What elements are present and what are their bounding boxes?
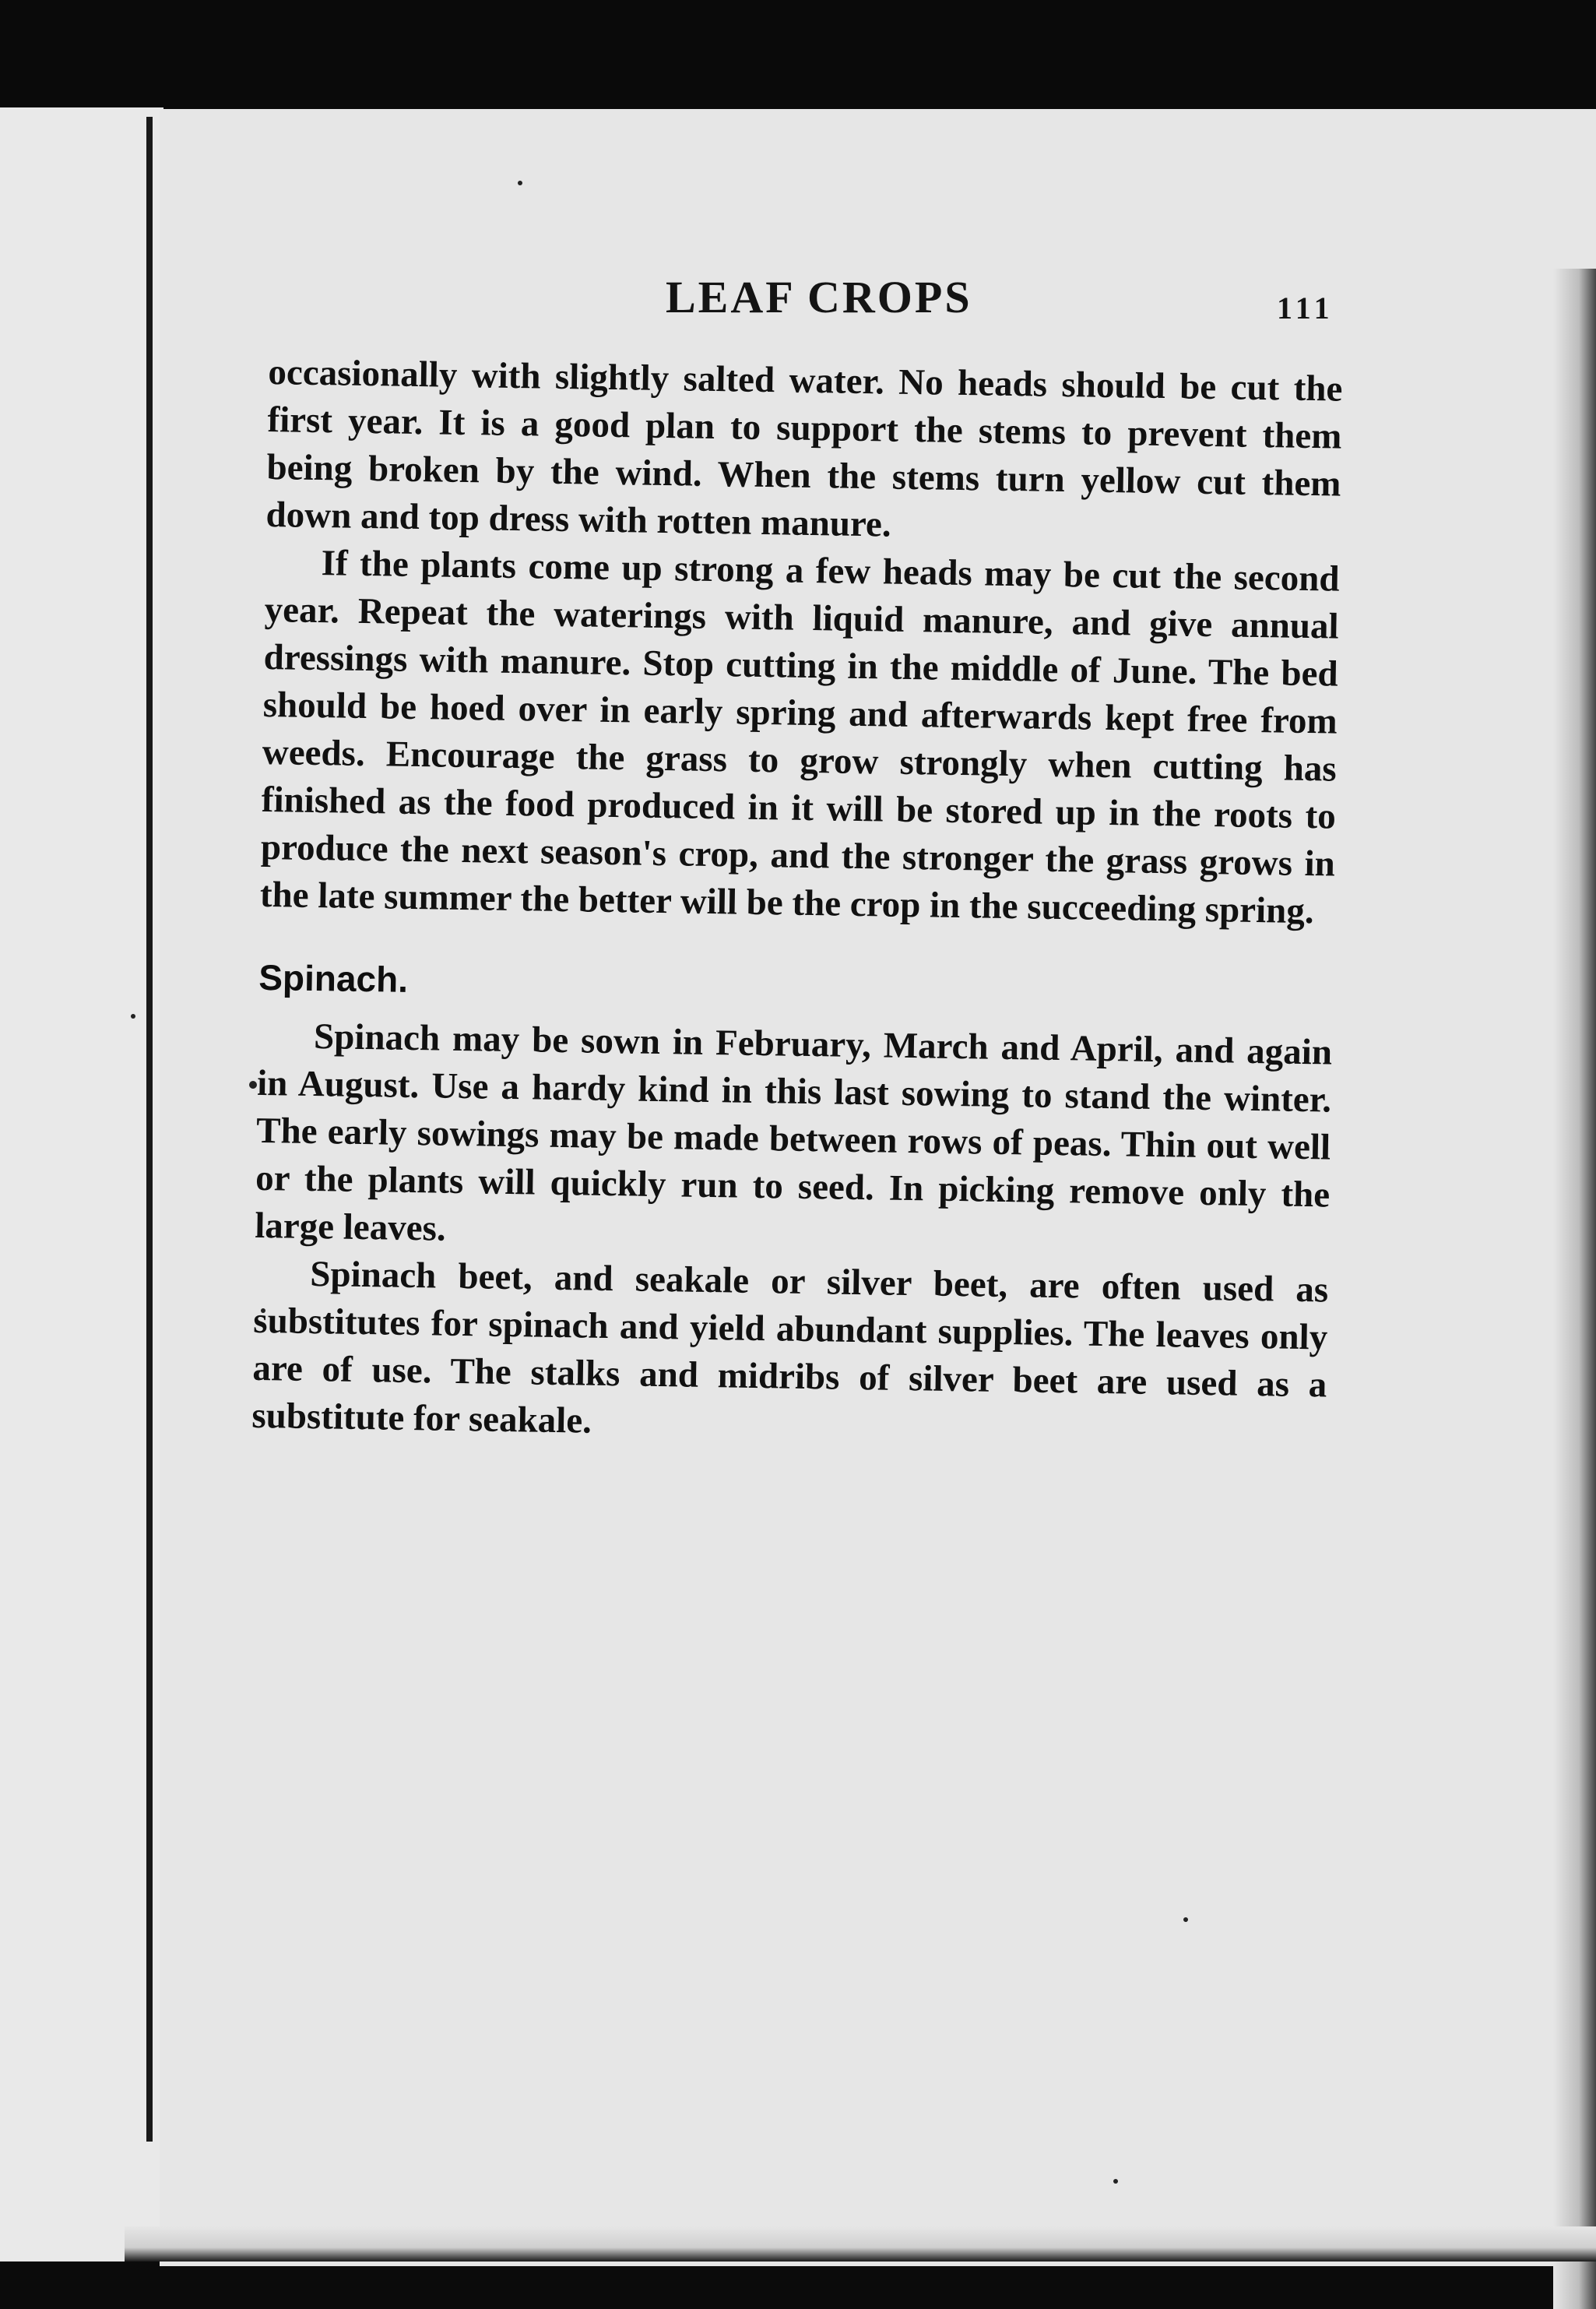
paragraph-continuation: occasionally with slightly salted water. No heads should be cut the first year. It is a good plan to support the stems to prevent them being broken by the wind. When the stems turn yellow cut them down and top dress with rotten manure. [265, 351, 1343, 545]
page-number: 111 [1277, 290, 1334, 326]
scan-speck [131, 1014, 135, 1019]
running-head: LEAF CROPS [666, 272, 972, 322]
scan-speck [1113, 2179, 1118, 2184]
scan-speck [249, 1081, 257, 1089]
paragraph: Spinach may be sown in February, March and April, and again in August. Use a hardy kind in this last sowing to stand the winter. The early sowings may be made between rows of peas. Thin out well or the plants will quickly run to seed. In picking remove only the large leaves. [254, 1016, 1333, 1249]
scan-speck [1183, 1917, 1188, 1922]
body-text [251, 349, 1343, 1457]
facing-page-edge [0, 107, 163, 2261]
section-heading-spinach: Spinach. [258, 956, 409, 1000]
page-edge-shadow [1553, 269, 1596, 2309]
paragraph: Spinach beet, and seakale or silver beet, are often used as substitutes for spinach and yield abundant supplies. The leaves only are of use. The stalks and midribs of silver beet are used as a substitute for seakale. [251, 1253, 1329, 1441]
paragraph: If the plants come up strong a few heads may be cut the second year. Repeat the waterings with liquid manure, and give annual dressings with manure. Stop cutting in the middle of June. The bed should be hoed over in early spring and afterwards kept free from weeds. Encourage the grass to grow strongly when cutting has finished as the food produced in it will be stored up in the roots to produce the next season's crop, and the stronger the grass grows in the late summer the better will be the crop in the succeeding spring. [259, 543, 1340, 932]
page-bottom-curl [125, 2226, 1596, 2261]
book-gutter [146, 117, 153, 2142]
scan-speck [518, 181, 522, 185]
